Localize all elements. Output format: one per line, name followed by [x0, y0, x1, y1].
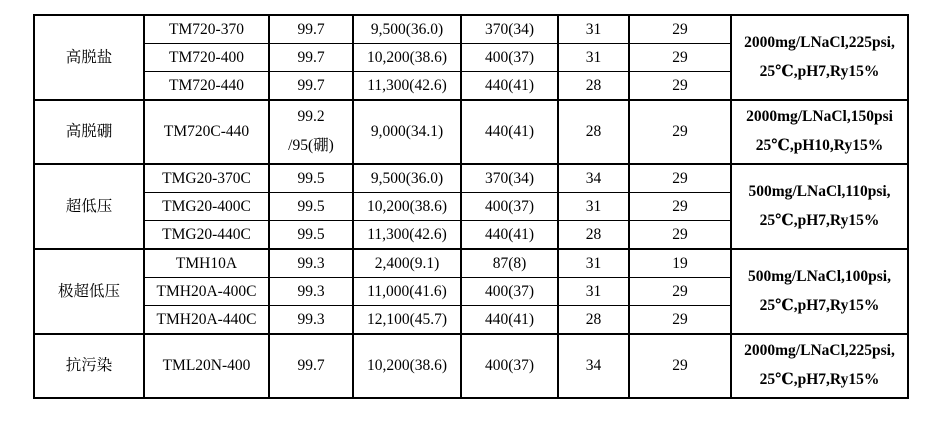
rejection-cell-text: 99.5: [297, 197, 325, 215]
flow-cell: [353, 15, 461, 44]
category-cell: [34, 100, 144, 164]
conditions-cell: [731, 164, 908, 249]
rejection-cell-text: 99.7: [297, 48, 325, 66]
flow-cell-text: 9,500(36.0): [370, 169, 444, 187]
value-b-cell-text: 29: [672, 76, 688, 94]
value-a-cell: [558, 334, 629, 398]
value-b-cell: [629, 164, 731, 193]
category-cell-text: 超低压: [65, 197, 113, 215]
category-cell-text: 极超低压: [57, 282, 120, 300]
flow-cell-text: 11,000(41.6): [367, 282, 447, 300]
flow-cell: [353, 164, 461, 193]
flow-cell-text: 10,200(38.6): [366, 48, 448, 66]
conditions-cell-text: 25℃,pH10,Ry15%: [755, 137, 884, 154]
rejection-cell-text: 99.7: [297, 76, 325, 94]
model-cell-text: TM720-400: [169, 48, 244, 66]
model-cell: [144, 15, 269, 44]
area-cell: [461, 249, 558, 278]
flow-cell-text: 9,500(36.0): [370, 20, 444, 38]
value-a-cell-text: 28: [585, 310, 602, 328]
value-a-cell-text: 31: [585, 282, 602, 300]
model-cell-text: TMG20-370C: [162, 169, 251, 187]
model-cell: [144, 72, 269, 101]
rejection-cell-text: 99.3: [297, 282, 325, 300]
conditions-cell-text: 500mg/LNaCl,110psi,: [748, 182, 891, 200]
value-b-cell: [629, 15, 731, 44]
value-b-cell-text: 29: [672, 123, 688, 141]
category-cell: [34, 249, 144, 334]
area-cell-text: 87(8): [492, 254, 527, 272]
value-b-cell-text: 29: [672, 197, 688, 215]
value-b-cell: [629, 193, 731, 221]
model-cell: [144, 306, 269, 335]
rejection-cell-text: 99.7: [297, 357, 325, 375]
flow-cell-text: 10,200(38.6): [366, 357, 448, 375]
value-a-cell: [558, 249, 629, 278]
value-b-cell-text: 29: [672, 20, 688, 38]
area-cell-text: 440(41): [484, 225, 535, 243]
category-cell: [34, 15, 144, 100]
value-a-cell: [558, 72, 629, 101]
rejection-cell-text: 99.5: [297, 169, 325, 187]
value-a-cell: [558, 44, 629, 72]
rejection-cell-text: 99.3: [297, 310, 325, 328]
area-cell: [461, 221, 558, 250]
rejection-cell: [269, 15, 353, 44]
flow-cell: [353, 44, 461, 72]
value-a-cell: [558, 193, 629, 221]
value-b-cell-text: 19: [672, 254, 688, 272]
area-cell-text: 400(37): [484, 197, 535, 215]
rejection-cell: [269, 72, 353, 101]
value-a-cell-text: 34: [585, 169, 602, 187]
conditions-cell: [731, 100, 908, 164]
value-a-cell: [558, 15, 629, 44]
model-cell: [144, 278, 269, 306]
area-cell: [461, 44, 558, 72]
flow-cell-text: 9,000(34.1): [370, 123, 444, 141]
model-cell-text: TMH20A-400C: [156, 282, 257, 300]
value-b-cell: [629, 334, 731, 398]
value-a-cell: [558, 278, 629, 306]
value-b-cell: [629, 278, 731, 306]
membrane-spec-table: [33, 14, 909, 399]
model-cell: [144, 44, 269, 72]
value-a-cell-text: 31: [585, 254, 602, 272]
category-cell-text: 抗污染: [65, 357, 113, 375]
model-cell: [144, 164, 269, 193]
model-cell-text: TML20N-400: [162, 357, 251, 375]
area-cell: [461, 278, 558, 306]
flow-cell-text: 11,300(42.6): [367, 225, 447, 243]
rejection-cell: [269, 249, 353, 278]
flow-cell: [353, 221, 461, 250]
rejection-cell: [269, 334, 353, 398]
conditions-cell-text: 2000mg/LNaCl,225psi,: [744, 342, 895, 360]
value-a-cell-text: 28: [585, 225, 602, 243]
conditions-cell-text: 25℃,pH7,Ry15%: [759, 371, 880, 388]
flow-cell: [353, 306, 461, 335]
table-row: [34, 334, 908, 398]
table-row: [34, 164, 908, 193]
model-cell: [144, 334, 269, 398]
category-cell-text: 高脱硼: [65, 123, 113, 141]
category-cell-text: 高脱盐: [65, 48, 113, 66]
model-cell-text: TM720-370: [169, 20, 244, 38]
rejection-cell: [269, 221, 353, 250]
value-a-cell-text: 31: [585, 20, 602, 38]
conditions-cell-text: 25℃,pH7,Ry15%: [759, 211, 880, 229]
category-cell: [34, 334, 144, 398]
model-cell: [144, 221, 269, 250]
flow-cell: [353, 278, 461, 306]
value-a-cell-text: 34: [585, 357, 602, 375]
area-cell-text: 440(41): [484, 76, 535, 94]
conditions-cell-text: 2000mg/LNaCl,225psi,: [744, 33, 895, 51]
area-cell: [461, 164, 558, 193]
flow-cell-text: 10,200(38.6): [366, 197, 448, 215]
rejection-cell: [269, 278, 353, 306]
conditions-cell-text: 500mg/LNaCl,100psi,: [748, 267, 891, 285]
flow-cell: [353, 193, 461, 221]
model-cell-text: TMG20-400C: [162, 197, 251, 215]
area-cell: [461, 100, 558, 164]
value-a-cell: [558, 164, 629, 193]
value-b-cell-text: 29: [672, 225, 688, 243]
area-cell-text: 370(34): [484, 20, 535, 38]
model-cell-text: TMG20-440C: [162, 225, 251, 243]
table-row: [34, 249, 908, 278]
flow-cell: [353, 72, 461, 101]
table-row: [34, 100, 908, 164]
flow-cell: [353, 334, 461, 398]
rejection-cell: [269, 100, 353, 164]
rejection-cell: [269, 164, 353, 193]
conditions-cell-text: 25℃,pH7,Ry15%: [759, 296, 880, 314]
table-body: [34, 15, 908, 398]
model-cell-text: TM720C-440: [163, 123, 250, 141]
rejection-cell-text: /95(硼): [288, 137, 334, 154]
rejection-cell-text: 99.7: [297, 20, 325, 38]
conditions-cell: [731, 249, 908, 334]
conditions-cell-text: 2000mg/LNaCl,150psi: [746, 108, 893, 126]
value-b-cell: [629, 306, 731, 335]
value-b-cell-text: 29: [672, 310, 688, 328]
rejection-cell: [269, 44, 353, 72]
flow-cell-text: 2,400(9.1): [374, 254, 440, 272]
area-cell: [461, 306, 558, 335]
rejection-cell-text: 99.2: [297, 108, 325, 126]
value-a-cell-text: 28: [585, 123, 602, 141]
conditions-cell: [731, 15, 908, 100]
value-a-cell-text: 31: [585, 197, 602, 215]
area-cell: [461, 193, 558, 221]
model-cell-text: TMH10A: [175, 254, 238, 272]
area-cell: [461, 15, 558, 44]
value-b-cell-text: 29: [672, 357, 688, 375]
area-cell-text: 400(37): [484, 48, 535, 66]
flow-cell: [353, 249, 461, 278]
value-b-cell: [629, 44, 731, 72]
flow-cell-text: 12,100(45.7): [366, 310, 448, 328]
value-b-cell-text: 29: [672, 48, 688, 66]
value-a-cell-text: 28: [585, 76, 602, 94]
model-cell: [144, 100, 269, 164]
category-cell: [34, 164, 144, 249]
table-row: [34, 15, 908, 44]
model-cell-text: TM720-440: [169, 76, 244, 94]
area-cell: [461, 72, 558, 101]
area-cell-text: 370(34): [484, 169, 535, 187]
value-b-cell: [629, 100, 731, 164]
model-cell: [144, 193, 269, 221]
rejection-cell: [269, 193, 353, 221]
value-b-cell: [629, 221, 731, 250]
area-cell: [461, 334, 558, 398]
value-b-cell: [629, 249, 731, 278]
area-cell-text: 400(37): [484, 282, 535, 300]
value-b-cell-text: 29: [672, 169, 688, 187]
value-a-cell: [558, 100, 629, 164]
rejection-cell: [269, 306, 353, 335]
value-b-cell: [629, 72, 731, 101]
value-a-cell: [558, 221, 629, 250]
area-cell-text: 400(37): [484, 357, 535, 375]
conditions-cell-text: 25℃,pH7,Ry15%: [759, 62, 880, 80]
flow-cell-text: 11,300(42.6): [367, 76, 447, 94]
model-cell-text: TMH20A-440C: [156, 310, 257, 328]
value-a-cell: [558, 306, 629, 335]
conditions-cell: [731, 334, 908, 398]
value-a-cell-text: 31: [585, 48, 602, 66]
model-cell: [144, 249, 269, 278]
value-b-cell-text: 29: [672, 282, 688, 300]
area-cell-text: 440(41): [484, 123, 535, 141]
flow-cell: [353, 100, 461, 164]
rejection-cell-text: 99.5: [297, 225, 325, 243]
area-cell-text: 440(41): [484, 310, 535, 328]
rejection-cell-text: 99.3: [297, 254, 325, 272]
